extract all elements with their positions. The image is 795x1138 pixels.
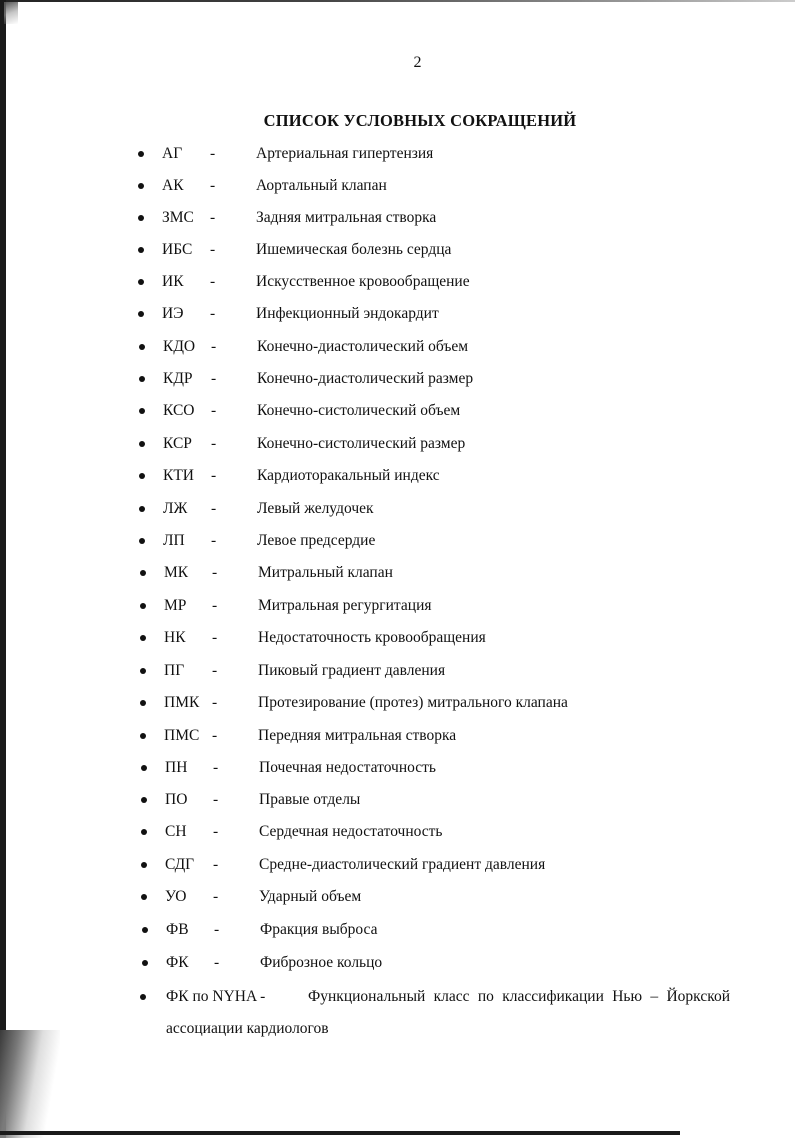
bullet-icon: [138, 183, 144, 189]
abbreviation: КСР: [163, 435, 192, 452]
definition: Конечно-систолический размер: [257, 435, 466, 452]
definition: Фиброзное кольцо: [260, 954, 383, 971]
definition: Сердечная недостаточность: [259, 823, 443, 840]
abbreviation: СДГ: [165, 856, 195, 873]
dash: -: [211, 338, 217, 355]
definition: Левое предсердие: [257, 532, 376, 549]
abbreviation: ПМК: [164, 694, 200, 711]
abbreviation: ПГ: [164, 662, 185, 679]
definition: Митральный клапан: [258, 564, 393, 581]
bullet-icon: [138, 215, 144, 221]
definition: Ударный объем: [259, 888, 362, 905]
bullet-icon: [138, 279, 144, 285]
dash: -: [210, 241, 216, 258]
definition: Недостаточность кровообращения: [258, 629, 486, 646]
abbreviation: ФК по NYHA -: [166, 988, 266, 1005]
definition: Фракция выброса: [260, 921, 378, 938]
abbreviation: КДО: [163, 338, 196, 355]
scan-edge-top: [0, 0, 795, 2]
abbreviation: ИБС: [162, 241, 193, 258]
bullet-icon: [139, 408, 145, 414]
definition: Конечно-диастолический объем: [257, 338, 469, 355]
dash: -: [213, 888, 219, 905]
dash: -: [212, 662, 218, 679]
scan-edge-bottom: [0, 1131, 680, 1135]
dash: -: [211, 500, 217, 517]
definition: Левый желудочек: [257, 500, 374, 517]
dash: -: [211, 435, 217, 452]
definition: Инфекционный эндокардит: [256, 305, 439, 322]
bullet-icon: [139, 441, 145, 447]
dash: -: [210, 305, 216, 322]
bullet-icon: [139, 538, 145, 544]
definition: Конечно-систолический объем: [257, 402, 461, 419]
bullet-icon: [141, 894, 147, 900]
dash: -: [212, 597, 218, 614]
dash: -: [212, 564, 218, 581]
definition: Протезирование (протез) митрального клапана: [258, 694, 568, 711]
bullet-icon: [139, 506, 145, 512]
bullet-icon: [138, 151, 144, 157]
dash: -: [213, 791, 219, 808]
bullet-icon: [140, 994, 146, 1000]
abbreviation: ПМС: [164, 727, 200, 744]
bullet-icon: [141, 862, 147, 868]
definition: Искусственное кровообращение: [256, 273, 470, 290]
bullet-icon: [140, 700, 146, 706]
definition: Почечная недостаточность: [259, 759, 436, 776]
bullet-icon: [142, 927, 148, 933]
abbreviation: ЛЖ: [163, 500, 188, 517]
bullet-icon: [140, 570, 146, 576]
dash: -: [210, 209, 216, 226]
abbreviation: ФВ: [166, 921, 189, 938]
definition: Артериальная гипертензия: [256, 145, 434, 162]
abbreviation: МР: [164, 597, 187, 614]
bullet-icon: [138, 311, 144, 317]
dash: -: [210, 273, 216, 290]
bullet-icon: [140, 733, 146, 739]
definition: Средне-диастолический градиент давления: [259, 856, 546, 873]
abbreviation: АК: [162, 177, 184, 194]
definition: Кардиоторакальный индекс: [257, 467, 440, 484]
dash: -: [211, 402, 217, 419]
dash: -: [212, 629, 218, 646]
dash: -: [212, 727, 218, 744]
dash: -: [213, 823, 219, 840]
scan-corner-top: [4, 2, 18, 24]
abbreviation: ЗМС: [162, 209, 194, 226]
abbreviation: ФК: [166, 954, 189, 971]
definition: Передняя митральная створка: [258, 727, 457, 744]
page-number: 2: [413, 54, 422, 71]
abbreviation: КСО: [163, 402, 195, 419]
abbreviation: МК: [164, 564, 189, 581]
dash: -: [210, 177, 216, 194]
dash: -: [210, 145, 216, 162]
abbreviation: КДР: [163, 370, 193, 387]
definition: Митральная регургитация: [258, 597, 432, 614]
definition: Ишемическая болезнь сердца: [256, 241, 452, 258]
dash: -: [211, 370, 217, 387]
bullet-icon: [140, 603, 146, 609]
bullet-icon: [139, 473, 145, 479]
page-title: СПИСОК УСЛОВНЫХ СОКРАЩЕНИЙ: [263, 111, 577, 130]
abbreviation: ПН: [165, 759, 188, 776]
abbreviation: ПО: [165, 791, 188, 808]
dash: -: [214, 921, 220, 938]
dash: -: [214, 954, 220, 971]
abbreviation: УО: [165, 888, 187, 905]
abbreviation: ЛП: [163, 532, 185, 549]
scan-edge-left: [0, 0, 6, 1138]
abbreviation: КТИ: [163, 467, 194, 484]
abbreviation: АГ: [162, 145, 183, 162]
definition: Конечно-диастолический размер: [257, 370, 474, 387]
dash: -: [211, 467, 217, 484]
definition: Аортальный клапан: [256, 177, 387, 194]
dash: -: [212, 694, 218, 711]
definition: Функциональный класс по классификации Нью – Йоркской: [308, 988, 730, 1005]
bullet-icon: [139, 344, 145, 350]
definition: Задняя митральная створка: [256, 209, 437, 226]
abbreviation: ИЭ: [162, 305, 184, 322]
dash: -: [211, 532, 217, 549]
bullet-icon: [141, 765, 147, 771]
dash: -: [213, 856, 219, 873]
bullet-icon: [141, 797, 147, 803]
bullet-icon: [142, 960, 148, 966]
bullet-icon: [141, 829, 147, 835]
bullet-icon: [139, 376, 145, 382]
bullet-icon: [138, 247, 144, 253]
abbreviation: СН: [165, 823, 187, 840]
bullet-icon: [140, 668, 146, 674]
scan-corner-shadow: [0, 1030, 60, 1138]
definition: Правые отделы: [259, 791, 361, 808]
bullet-icon: [140, 635, 146, 641]
abbreviation: НК: [164, 629, 186, 646]
dash: -: [213, 759, 219, 776]
abbreviation: ИК: [162, 273, 184, 290]
definition-continuation: ассоциации кардиологов: [166, 1020, 329, 1037]
definition: Пиковый градиент давления: [258, 662, 446, 679]
